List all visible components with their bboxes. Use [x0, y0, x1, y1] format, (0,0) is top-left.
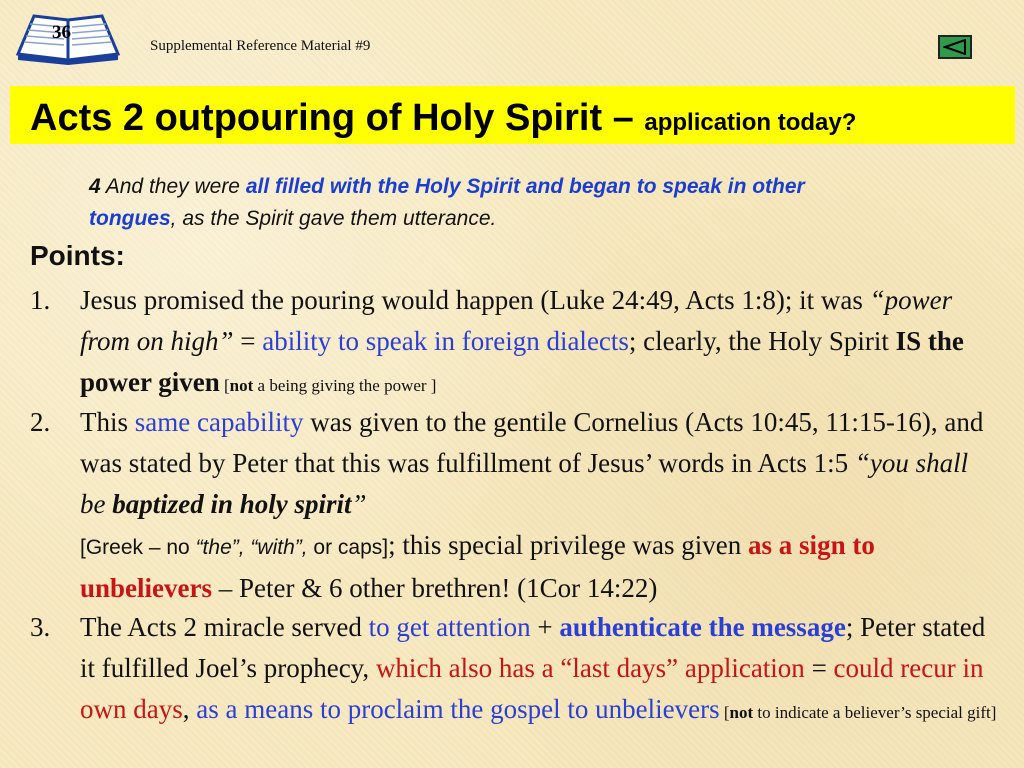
text-run: as a sign to unbelievers: [80, 530, 875, 603]
text-run: could recur in own days: [80, 653, 984, 724]
text-run: to get attention: [368, 612, 531, 642]
text-run: not: [229, 376, 254, 395]
text-run: ”: [351, 489, 367, 519]
text-run: “you shall be: [80, 448, 969, 519]
text-run: authenticate the message: [559, 612, 846, 642]
supplemental-label: Supplemental Reference Material #9: [150, 38, 371, 54]
text-run: =: [804, 653, 834, 683]
text-run: IS the power given: [80, 326, 964, 397]
text-run: =: [233, 326, 263, 356]
point-text: [80, 607, 1000, 733]
text-run: “power from on high”: [80, 285, 953, 356]
text-run: This: [80, 407, 135, 437]
text-run: was given to the gentile Cornelius (Acts 10:45, 11:15-16), and was stated by Peter that this was fulfillment of Jesus’ words in Acts 1:5: [80, 407, 984, 478]
point-number: 1.: [30, 285, 51, 315]
text-run: which also has a “last days” application: [375, 653, 805, 683]
text-run: as a means to proclaim the gospel to unbelievers: [196, 694, 720, 724]
point-text: [80, 280, 1000, 406]
play-left-icon: [943, 39, 967, 55]
text-run: ,: [182, 694, 197, 724]
text-run: a being giving the power ]: [253, 376, 437, 395]
title-main: Acts 2 outpouring of Holy Spirit –: [30, 97, 645, 139]
point-item-3: [30, 607, 1000, 733]
point-number: 2.: [30, 407, 51, 437]
text-run: ; Peter stated it fulfilled Joel’s prophecy,: [80, 612, 986, 683]
text-run: +: [530, 612, 560, 642]
text-run: The Acts 2 miracle served: [80, 612, 369, 642]
back-button[interactable]: [938, 35, 972, 59]
text-run: or caps]: [307, 536, 389, 559]
text-run: ; this special privilege was given: [388, 530, 749, 560]
point-item-2: [30, 402, 1000, 609]
text-run: baptized in holy spirit: [112, 489, 352, 519]
text-run: [: [219, 376, 230, 395]
point-text: [80, 402, 1000, 609]
text-run: “the”, “with”,: [195, 536, 308, 559]
text-run: to indicate a believer’s special gift]: [753, 703, 997, 722]
text-run: same capability: [134, 407, 304, 437]
verse-quote: [89, 171, 889, 235]
text-run: not: [729, 703, 754, 722]
verse-text-1: And they were: [100, 175, 246, 198]
title-sub: application today?: [644, 109, 857, 136]
verse-text-3: , as the Spirit gave them utterance.: [170, 207, 497, 230]
text-run: Jesus promised the pouring would happen (Luke 24:49, Acts 1:8); it was: [80, 285, 870, 315]
text-run: [Greek – no: [80, 536, 196, 559]
verse-highlight: all filled with the Holy Spirit and began to speak in other tongues: [89, 175, 805, 230]
points-heading: Points:: [30, 240, 125, 271]
page-title: [30, 96, 856, 145]
text-run: – Peter & 6 other brethren! (1Cor 14:22): [212, 573, 658, 603]
point-number: 3.: [30, 612, 51, 642]
text-run: ability to speak in foreign dialects: [262, 326, 629, 356]
point-item-1: [30, 280, 1000, 406]
slide-number: 36: [52, 22, 71, 43]
verse-number: 4: [89, 175, 101, 198]
text-run: ; clearly, the Holy Spirit: [628, 326, 896, 356]
text-run: [: [719, 703, 730, 722]
